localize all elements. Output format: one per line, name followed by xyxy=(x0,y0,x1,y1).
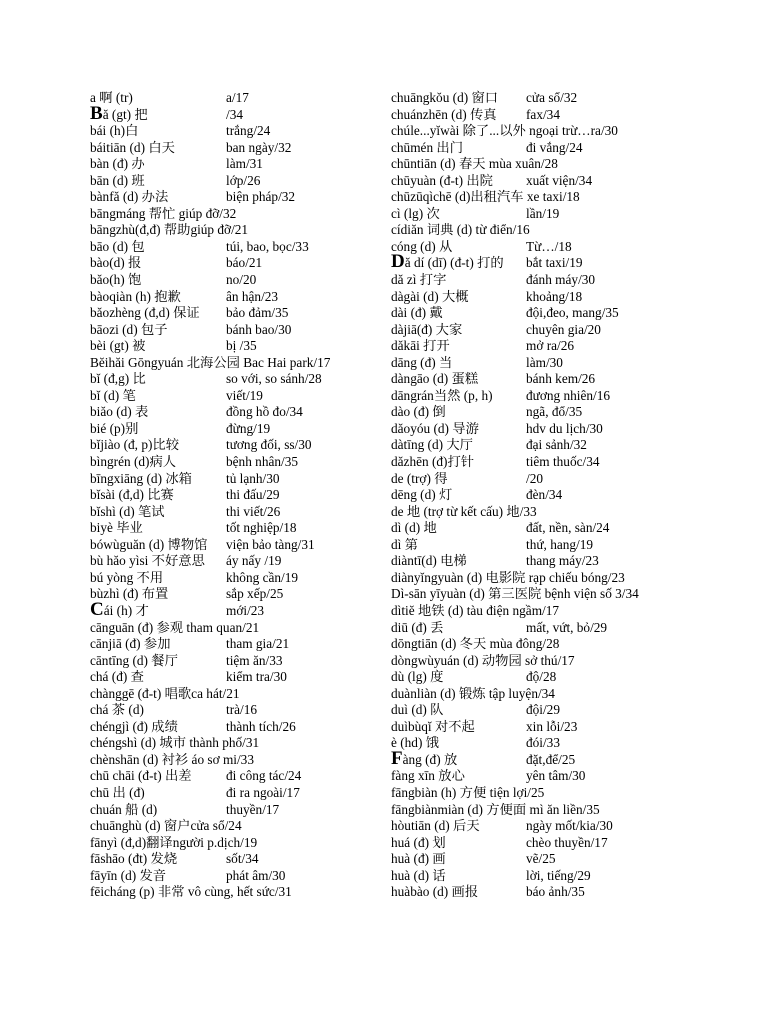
vocab-entry xyxy=(391,785,711,802)
vocab-entry xyxy=(90,818,380,835)
vocab-entry xyxy=(391,173,711,190)
vocab-headword: duìbùqĭ 对不起 xyxy=(391,718,475,734)
vocab-translation: ân hận/23 xyxy=(226,288,279,304)
vocab-translation: viết/19 xyxy=(226,387,263,403)
vocab-entry xyxy=(90,371,380,388)
vocab-entry xyxy=(391,868,711,885)
vocab-headword: bèi (gt) 被 xyxy=(90,338,146,354)
vocab-headword: bié (p)别 xyxy=(90,420,139,436)
vocab-headword: àng (đ) 放 xyxy=(402,751,458,767)
vocab-translation: mở ra/26 xyxy=(526,338,575,354)
vocab-headword: dì (d) 地 xyxy=(391,520,437,536)
vocab-entry xyxy=(391,206,711,223)
vocab-translation: làm/31 xyxy=(226,156,263,172)
vocab-translation: tủ lạnh/30 xyxy=(226,470,280,486)
vocab-translation: áy nấy /19 xyxy=(226,553,282,569)
vocab-headword: chúle...yĭwài 除了...以外 ngoại trừ…ra/30 xyxy=(391,123,618,139)
vocab-headword: dàjiā(đ) 大家 xyxy=(391,321,463,337)
vocab-entry xyxy=(391,471,711,488)
vocab-translation: viện bảo tàng/31 xyxy=(226,536,315,552)
vocab-translation: báo ảnh/35 xyxy=(526,884,585,900)
vocab-entry xyxy=(90,173,380,190)
vocab-entry xyxy=(391,719,711,736)
vocab-translation: lớp/26 xyxy=(226,172,261,188)
vocab-translation: đèn/34 xyxy=(526,487,563,503)
vocab-headword: dēng (d) 灯 xyxy=(391,487,453,503)
vocab-entry xyxy=(90,735,380,752)
vocab-translation: đi công tác/24 xyxy=(226,768,302,784)
vocab-translation: sốt/34 xyxy=(226,851,259,867)
vocab-entry xyxy=(90,802,380,819)
vocab-entry xyxy=(90,835,380,852)
vocab-headword: de 地 (trợ từ kết cấu) 地/33 xyxy=(391,503,537,519)
vocab-headword: bàn (đ) 办 xyxy=(90,156,145,172)
vocab-entry xyxy=(391,768,711,785)
vocab-translation: Từ…/18 xyxy=(526,238,572,254)
vocab-headword: è (hd) 饿 xyxy=(391,735,439,751)
vocab-entry xyxy=(90,289,380,306)
vocab-entry xyxy=(90,636,380,653)
vocab-entry xyxy=(391,851,711,868)
vocab-headword: báitiān (d) 白天 xyxy=(90,139,175,155)
vocab-entry xyxy=(90,189,380,206)
vocab-entry xyxy=(391,222,711,239)
vocab-translation: vẽ/25 xyxy=(526,851,556,867)
vocab-headword: bĭshì (d) 笔试 xyxy=(90,503,165,519)
vocab-headword: dăkāi 打开 xyxy=(391,338,450,354)
vocab-translation: no/20 xyxy=(226,272,257,288)
vocab-headword: diū (đ) 丢 xyxy=(391,619,444,635)
vocab-headword: de (trợ) 得 xyxy=(391,470,448,486)
vocab-headword: bĭsài (đ,d) 比赛 xyxy=(90,487,174,503)
vocab-entry xyxy=(90,768,380,785)
vocab-translation: đói/33 xyxy=(526,735,560,751)
vocab-entry xyxy=(391,802,711,819)
vocab-entry xyxy=(90,884,380,901)
vocab-translation: mất, vứt, bỏ/29 xyxy=(526,619,608,635)
vocab-headword: bĭ (đ,g) 比 xyxy=(90,371,146,387)
vocab-translation: bắt taxi/19 xyxy=(526,255,583,271)
vocab-translation: đại sảnh/32 xyxy=(526,437,587,453)
vocab-headword: dàtīng (d) 大厅 xyxy=(391,437,473,453)
vocab-translation: tương đối, ss/30 xyxy=(226,437,312,453)
section-letter: C xyxy=(90,598,104,620)
vocab-headword: fānyì (đ,d)翻译người p.dịch/19 xyxy=(90,834,258,850)
vocab-entry xyxy=(391,289,711,306)
vocab-headword: chuāngkŏu (d) 窗口 xyxy=(391,90,499,105)
section-letter: F xyxy=(391,747,403,769)
vocab-headword: bàoqiàn (h) 抱歉 xyxy=(90,288,181,304)
vocab-translation: xuất viện/34 xyxy=(526,172,593,188)
vocab-headword: chá (đ) 查 xyxy=(90,669,144,685)
vocab-entry xyxy=(391,504,711,521)
vocab-entry xyxy=(90,156,380,173)
vocab-entry xyxy=(90,537,380,554)
vocab-translation: chèo thuyền/17 xyxy=(526,834,608,850)
vocab-headword: bú yòng 不用 xyxy=(90,569,164,585)
vocab-headword: dù (lg) 度 xyxy=(391,669,444,685)
vocab-entry xyxy=(391,388,711,405)
vocab-translation: đặt,để/25 xyxy=(526,751,576,767)
vocab-entry xyxy=(391,747,711,769)
vocab-translation: chuyên gia/20 xyxy=(526,321,601,337)
vocab-entry xyxy=(90,653,380,670)
vocab-entry xyxy=(90,123,380,140)
vocab-headword: bówùguăn (d) 博物馆 xyxy=(90,536,208,552)
vocab-entry xyxy=(90,719,380,736)
vocab-headword: bāozi (d) 包子 xyxy=(90,321,168,337)
vocab-entry xyxy=(90,520,380,537)
vocab-entry xyxy=(90,868,380,885)
vocab-entry xyxy=(90,255,380,272)
vocab-entry xyxy=(391,421,711,438)
vocab-headword: bìngrén (d)病人 xyxy=(90,454,177,470)
vocab-translation: /20 xyxy=(526,470,543,486)
vocab-translation: sắp xếp/25 xyxy=(226,586,284,602)
vocab-translation: cửa sổ/32 xyxy=(526,90,578,105)
vocab-entry xyxy=(90,355,380,372)
vocab-headword: Bĕihăi Gōngyuán 北海公园 Bac Hai park/17 xyxy=(90,354,331,370)
vocab-entry xyxy=(90,785,380,802)
vocab-headword: chūntiān (d) 春天 mùa xuân/28 xyxy=(391,156,558,172)
vocab-headword: bù hăo yìsi 不好意思 xyxy=(90,553,205,569)
vocab-entry xyxy=(391,251,711,273)
vocab-entry xyxy=(391,371,711,388)
vocab-headword: biăo (d) 表 xyxy=(90,404,149,420)
vocab-translation: kiểm tra/30 xyxy=(226,669,287,685)
vocab-translation: đương nhiên/16 xyxy=(526,387,611,403)
vocab-entry xyxy=(391,487,711,504)
vocab-entry xyxy=(90,669,380,686)
vocab-headword: bāngzhù(đ,đ) 帮助giúp đỡ/21 xyxy=(90,222,249,238)
vocab-headword: fāngbiàn (h) 方便 tiện lợi/25 xyxy=(391,784,545,800)
vocab-headword: bànfă (d) 办法 xyxy=(90,189,169,205)
vocab-entry xyxy=(90,222,380,239)
vocab-headword: dìtiĕ 地铁 (d) tàu điện ngầm/17 xyxy=(391,602,560,618)
vocab-headword: cānjiā (đ) 参加 xyxy=(90,636,171,652)
vocab-headword: fēicháng (p) 非常 vô cùng, hết sức/31 xyxy=(90,884,292,900)
vocab-headword: fàng xīn 放心 xyxy=(391,768,465,784)
vocab-headword: bĭ (d) 笔 xyxy=(90,387,136,403)
vocab-headword: chūmén 出门 xyxy=(391,139,464,155)
vocab-entry xyxy=(90,686,380,703)
vocab-translation: trắng/24 xyxy=(226,123,271,139)
vocab-headword: dài (đ) 戴 xyxy=(391,305,443,321)
vocab-translation: đội/29 xyxy=(526,702,560,718)
vocab-translation: a/17 xyxy=(226,90,249,105)
vocab-translation: xin lỗi/23 xyxy=(526,718,578,734)
vocab-headword: diàntī(d) 电梯 xyxy=(391,553,467,569)
vocab-entry xyxy=(391,653,711,670)
vocab-headword: diànyĭngyuàn (d) 电影院 rạp chiếu bóng/23 xyxy=(391,569,625,585)
vocab-entry xyxy=(391,835,711,852)
vocab-entry xyxy=(90,404,380,421)
section-letter: D xyxy=(391,251,405,273)
vocab-entry xyxy=(90,570,380,587)
vocab-headword: bān (d) 班 xyxy=(90,172,145,188)
vocab-entry xyxy=(90,620,380,637)
vocab-entry xyxy=(391,603,711,620)
vocab-headword: fāngbiànmiàn (d) 方便面 mì ăn liền/35 xyxy=(391,801,600,817)
vocab-translation: phát âm/30 xyxy=(226,867,286,883)
vocab-translation: trà/16 xyxy=(226,702,258,718)
vocab-translation: lần/19 xyxy=(526,205,560,221)
vocab-headword: băozhèng (đ,d) 保证 xyxy=(90,305,200,321)
vocab-entry xyxy=(391,520,711,537)
vocab-entry xyxy=(391,322,711,339)
vocab-headword: cì (lg) 次 xyxy=(391,205,440,221)
vocab-translation: bị /35 xyxy=(226,338,257,354)
vocab-headword: chuánzhēn (d) 传真 xyxy=(391,106,497,122)
vocab-translation: mới/23 xyxy=(226,602,265,618)
vocab-translation: khoảng/18 xyxy=(526,288,583,304)
vocab-headword: bái (h)白 xyxy=(90,123,139,139)
vocab-headword: bùzhì (đ) 布置 xyxy=(90,586,169,602)
vocab-headword: dàngāo (d) 蛋糕 xyxy=(391,371,479,387)
vocab-headword: bāo (d) 包 xyxy=(90,238,145,254)
vocab-translation: không cần/19 xyxy=(226,569,299,585)
vocab-headword: dă zì 打字 xyxy=(391,272,447,288)
vocab-translation: yên tâm/30 xyxy=(526,768,586,784)
vocab-entry xyxy=(391,107,711,124)
vocab-headword: bīngxiāng (d) 冰箱 xyxy=(90,470,192,486)
vocab-translation: lời, tiếng/29 xyxy=(526,867,591,883)
vocab-translation: làm/30 xyxy=(526,354,563,370)
vocab-headword: dāngrán当然 (p, h) xyxy=(391,387,493,403)
vocab-translation: bánh kem/26 xyxy=(526,371,596,387)
vocab-headword: chá 茶 (d) xyxy=(90,702,144,718)
vocab-entry xyxy=(90,206,380,223)
vocab-headword: ă dí (dī) (đ-t) 打的 xyxy=(404,255,504,271)
vocab-headword: chūzūqìchē (d)出租汽车 xe taxi/18 xyxy=(391,189,580,205)
vocab-entry xyxy=(90,140,380,157)
vocab-translation: thi viết/26 xyxy=(226,503,281,519)
vocab-headword: dōngtiān (d) 冬天 mùa đông/28 xyxy=(391,636,560,652)
vocab-entry xyxy=(90,851,380,868)
vocab-translation: tiệm ăn/33 xyxy=(226,652,283,668)
vocab-translation: biện pháp/32 xyxy=(226,189,296,205)
vocab-entry xyxy=(391,454,711,471)
vocab-translation: tiêm thuốc/34 xyxy=(526,454,600,470)
vocab-entry xyxy=(90,102,380,124)
section-letter: B xyxy=(90,102,103,124)
vocab-headword: biyè 毕业 xyxy=(90,520,143,536)
vocab-entry xyxy=(90,504,380,521)
vocab-translation: thi đấu/29 xyxy=(226,487,280,503)
vocab-entry xyxy=(391,123,711,140)
vocab-headword: hòutiān (d) 后天 xyxy=(391,818,480,834)
vocab-translation: đồng hồ đo/34 xyxy=(226,404,303,420)
vocab-translation: bệnh nhân/35 xyxy=(226,454,299,470)
vocab-headword: cānguān (đ) 参观 tham quan/21 xyxy=(90,619,260,635)
vocab-headword: băo(h) 饱 xyxy=(90,272,142,288)
vocab-entry xyxy=(90,487,380,504)
vocab-translation: đất, nền, sàn/24 xyxy=(526,520,610,536)
vocab-entry xyxy=(391,272,711,289)
left-column xyxy=(90,90,380,901)
vocab-entry xyxy=(90,702,380,719)
vocab-entry xyxy=(90,553,380,570)
vocab-translation: thứ, hang/19 xyxy=(526,536,594,552)
vocab-translation: /34 xyxy=(226,106,243,122)
vocab-headword: huà (đ) 画 xyxy=(391,851,446,867)
vocab-headword: duì (d) 队 xyxy=(391,702,444,718)
vocab-entry xyxy=(391,686,711,703)
vocab-entry xyxy=(391,620,711,637)
vocab-entry xyxy=(391,90,711,107)
vocab-entry xyxy=(391,239,711,256)
vocab-entry xyxy=(90,752,380,769)
vocab-headword: dăoyóu (d) 导游 xyxy=(391,420,479,436)
vocab-entry xyxy=(90,586,380,603)
vocab-translation: báo/21 xyxy=(226,255,263,271)
vocab-entry xyxy=(391,735,711,752)
vocab-headword: chéngjì (đ) 成绩 xyxy=(90,718,178,734)
vocab-entry xyxy=(391,586,711,603)
vocab-translation: hdv du lịch/30 xyxy=(526,420,603,436)
vocab-headword: huá (đ) 划 xyxy=(391,834,446,850)
vocab-entry xyxy=(391,437,711,454)
vocab-headword: chū chāi (đ-t) 出差 xyxy=(90,768,192,784)
vocab-translation: tham gia/21 xyxy=(226,636,290,652)
vocab-translation: tốt nghiệp/18 xyxy=(226,520,297,536)
vocab-headword: chū 出 (đ) xyxy=(90,784,145,800)
vocab-headword: ái (h) 才 xyxy=(103,602,149,618)
vocab-entry xyxy=(391,553,711,570)
vocab-headword: bào(d) 报 xyxy=(90,255,142,271)
vocab-entry xyxy=(90,239,380,256)
vocab-entry xyxy=(391,338,711,355)
vocab-translation: độ/28 xyxy=(526,669,557,685)
vocab-entry xyxy=(90,421,380,438)
vocab-headword: cāntīng (d) 餐厅 xyxy=(90,652,178,668)
vocab-translation: đi vắng/24 xyxy=(526,139,583,155)
vocab-headword: dào (đ) 倒 xyxy=(391,404,446,420)
vocab-translation: ngày mốt/kia/30 xyxy=(526,818,613,834)
vocab-entry xyxy=(391,355,711,372)
vocab-translation: ban ngày/32 xyxy=(226,139,292,155)
vocab-entry xyxy=(90,471,380,488)
vocab-headword: dì 第 xyxy=(391,536,418,552)
right-column xyxy=(391,90,711,901)
vocab-entry xyxy=(391,156,711,173)
vocab-entry xyxy=(391,702,711,719)
vocab-headword: chéngshì (d) 城市 thành phố/31 xyxy=(90,735,260,751)
vocab-entry xyxy=(391,140,711,157)
vocab-headword: dàgài (d) 大概 xyxy=(391,288,469,304)
vocab-translation: đi ra ngoài/17 xyxy=(226,784,300,800)
vocab-translation: fax/34 xyxy=(526,106,560,122)
vocab-translation: so với, so sánh/28 xyxy=(226,371,322,387)
vocab-entry xyxy=(90,338,380,355)
vocab-headword: ă (gt) 把 xyxy=(102,106,148,122)
vocab-headword: chuán 船 (d) xyxy=(90,801,158,817)
vocab-headword: cídiăn 词典 (d) từ điển/16 xyxy=(391,222,530,238)
vocab-entry xyxy=(391,636,711,653)
vocab-entry xyxy=(90,598,380,620)
vocab-entry xyxy=(391,570,711,587)
vocab-entry xyxy=(90,272,380,289)
vocab-entry xyxy=(391,537,711,554)
vocab-headword: cóng (d) 从 xyxy=(391,238,453,254)
vocab-entry xyxy=(391,818,711,835)
vocab-headword: chuānghù (d) 窗户cửa sổ/24 xyxy=(90,818,242,834)
vocab-headword: chūyuàn (đ-t) 出院 xyxy=(391,172,493,188)
vocab-translation: túi, bao, bọc/33 xyxy=(226,238,309,254)
vocab-translation: đội,đeo, mang/35 xyxy=(526,305,619,321)
vocab-entry xyxy=(391,404,711,421)
vocab-entry xyxy=(391,189,711,206)
vocab-headword: chènshān (d) 衬衫 áo sơ mi/33 xyxy=(90,751,254,767)
vocab-translation: bánh bao/30 xyxy=(226,321,292,337)
vocab-entry xyxy=(391,884,711,901)
vocab-translation: đừng/19 xyxy=(226,420,271,436)
vocab-headword: a 啊 (tr) xyxy=(90,90,133,105)
vocab-translation: thang máy/23 xyxy=(526,553,599,569)
vocab-translation: ngã, đổ/35 xyxy=(526,404,583,420)
vocab-translation: thành tích/26 xyxy=(226,718,296,734)
vocab-entry xyxy=(90,388,380,405)
vocab-translation: đánh máy/30 xyxy=(526,272,596,288)
vocab-translation: thuyền/17 xyxy=(226,801,280,817)
vocab-headword: fāyīn (d) 发音 xyxy=(90,867,167,883)
vocab-translation: bảo đảm/35 xyxy=(226,305,289,321)
vocab-entry xyxy=(391,669,711,686)
vocab-headword: dòngwùyuán (d) 动物园 sở thú/17 xyxy=(391,652,575,668)
vocab-headword: dăzhēn (đ)打针 xyxy=(391,454,475,470)
vocab-headword: fāshāo (đt) 发烧 xyxy=(90,851,178,867)
vocab-headword: chànggē (đ-t) 唱歌ca hát/21 xyxy=(90,685,240,701)
vocab-headword: dāng (đ) 当 xyxy=(391,354,453,370)
vocab-headword: bāngmáng 帮忙 giúp đỡ/32 xyxy=(90,205,237,221)
vocab-headword: bĭjiào (đ, p)比较 xyxy=(90,437,180,453)
vocab-headword: huà (d) 话 xyxy=(391,867,446,883)
vocab-entry xyxy=(90,454,380,471)
vocab-headword: huàbào (d) 画报 xyxy=(391,884,479,900)
vocab-entry xyxy=(90,90,380,107)
vocab-entry xyxy=(90,437,380,454)
vocab-entry xyxy=(90,322,380,339)
vocab-headword: duànliàn (d) 锻炼 tập luyện/34 xyxy=(391,685,555,701)
vocab-headword: Dì-sān yīyuàn (d) 第三医院 bệnh viện số 3/34 xyxy=(391,586,639,602)
vocab-entry xyxy=(391,305,711,322)
vocab-entry xyxy=(90,305,380,322)
